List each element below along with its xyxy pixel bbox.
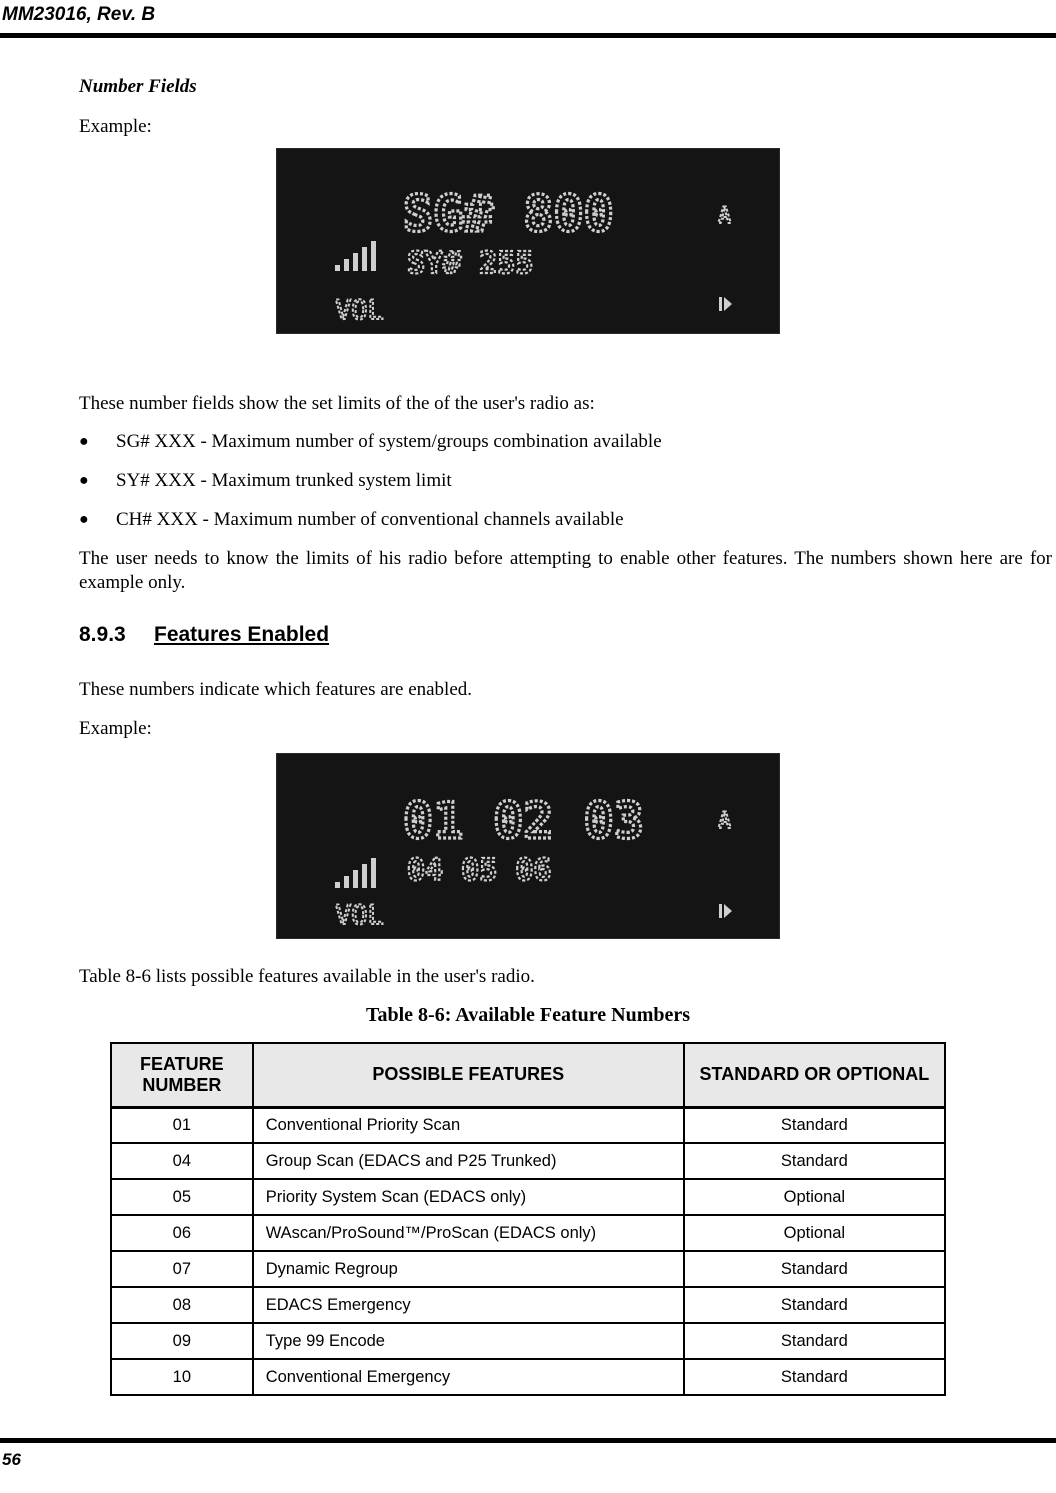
feature-name-cell: Priority System Scan (EDACS only) xyxy=(253,1179,684,1215)
page-number: 56 xyxy=(2,1450,21,1469)
bullet-icon: ● xyxy=(79,433,89,450)
table-row xyxy=(111,1359,945,1395)
example-label: Example: xyxy=(79,116,152,137)
feature-name-cell: Conventional Priority Scan xyxy=(253,1107,684,1143)
signal-strength-icon xyxy=(335,858,376,888)
table-row xyxy=(111,1287,945,1323)
feature-name-cell: WAscan/ProSound™/ProScan (EDACS only) xyxy=(253,1215,684,1251)
section-title: Features Enabled xyxy=(154,623,330,646)
table-caption: Table 8-6: Available Feature Numbers xyxy=(365,1004,691,1026)
list-item-text: CH# XXX - Maximum number of conventional channels available xyxy=(116,509,624,530)
lcd-indicator-a: A xyxy=(718,809,732,834)
lcd-display-number-fields xyxy=(276,148,780,334)
lcd-indicator-a: A xyxy=(718,204,732,229)
feature-type-cell: Standard xyxy=(684,1251,945,1287)
table-row xyxy=(111,1143,945,1179)
feature-name-cell: Conventional Emergency xyxy=(253,1359,684,1395)
feature-number-cell: 01 xyxy=(111,1107,253,1143)
table-row xyxy=(111,1323,945,1359)
feature-type-cell: Optional xyxy=(684,1179,945,1215)
feature-number-cell: 08 xyxy=(111,1287,253,1323)
example-label: Example: xyxy=(79,718,152,739)
feature-type-cell: Standard xyxy=(684,1107,945,1143)
lcd-line-1: 01 02 03 xyxy=(403,792,644,850)
feature-number-cell: 09 xyxy=(111,1323,253,1359)
feature-name-cell: Type 99 Encode xyxy=(253,1323,684,1359)
table-row xyxy=(111,1107,945,1143)
column-header-feature-number: FEATURE NUMBER xyxy=(111,1043,253,1107)
feature-number-cell: 06 xyxy=(111,1215,253,1251)
arrow-right-icon xyxy=(719,904,732,918)
document-id: MM23016, Rev. B xyxy=(2,4,156,25)
column-header-possible-features: POSSIBLE FEATURES xyxy=(253,1043,684,1107)
list-item-text: SG# XXX - Maximum number of system/groups combination available xyxy=(116,431,662,452)
feature-number-cell: 10 xyxy=(111,1359,253,1395)
feature-name-cell: Group Scan (EDACS and P25 Trunked) xyxy=(253,1143,684,1179)
lcd-line-1: SG# 800 xyxy=(403,185,614,243)
signal-strength-icon xyxy=(335,241,376,271)
feature-type-cell: Optional xyxy=(684,1215,945,1251)
lcd-display-features xyxy=(276,753,780,939)
list-item-text: SY# XXX - Maximum trunked system limit xyxy=(116,470,452,491)
subheading-number-fields: Number Fields xyxy=(79,76,197,97)
table-row xyxy=(111,1215,945,1251)
lcd-volume-label: VOL xyxy=(335,295,384,326)
header-rule xyxy=(0,33,1056,38)
feature-name-cell: EDACS Emergency xyxy=(253,1287,684,1323)
features-intro: These numbers indicate which features are enabled. xyxy=(79,679,473,700)
lcd-volume-label: VOL xyxy=(335,900,384,931)
table-row xyxy=(111,1179,945,1215)
feature-number-cell: 07 xyxy=(111,1251,253,1287)
section-number: 8.9.3 xyxy=(79,623,126,646)
feature-type-cell: Standard xyxy=(684,1287,945,1323)
number-fields-note: The user needs to know the limits of his radio before attempting to enable other features. The numbers shown here are for example only. xyxy=(79,548,1052,593)
number-fields-intro: These number fields show the set limits of the of the user's radio as: xyxy=(79,393,595,414)
feature-table xyxy=(110,1042,946,1396)
feature-type-cell: Standard xyxy=(684,1323,945,1359)
table-reference: Table 8-6 lists possible features available in the user's radio. xyxy=(79,966,535,987)
feature-name-cell: Dynamic Regroup xyxy=(253,1251,684,1287)
bullet-icon: ● xyxy=(79,511,89,528)
feature-number-cell: 04 xyxy=(111,1143,253,1179)
lcd-line-2: 04 05 06 xyxy=(407,853,552,888)
feature-type-cell: Standard xyxy=(684,1143,945,1179)
table-row xyxy=(111,1251,945,1287)
bullet-icon: ● xyxy=(79,472,89,489)
lcd-line-2: SY# 255 xyxy=(407,246,534,281)
footer-rule xyxy=(0,1438,1056,1443)
table-header-row xyxy=(111,1043,945,1107)
column-header-standard-optional: STANDARD OR OPTIONAL xyxy=(684,1043,945,1107)
arrow-right-icon xyxy=(719,297,732,311)
feature-number-cell: 05 xyxy=(111,1179,253,1215)
feature-type-cell: Standard xyxy=(684,1359,945,1395)
